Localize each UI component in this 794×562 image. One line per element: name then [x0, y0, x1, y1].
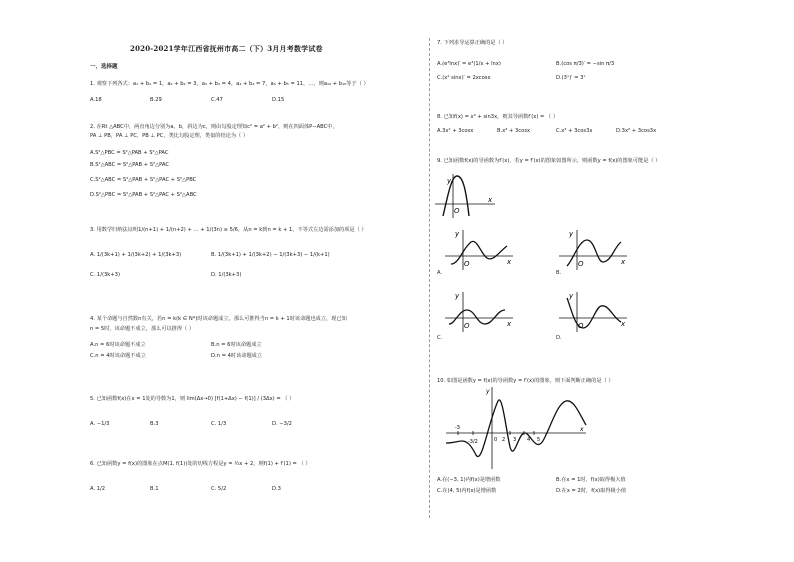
tick-label-neg3-2: -3/2: [468, 439, 478, 445]
y-axis-label: y: [569, 230, 574, 238]
column-divider: [429, 38, 430, 518]
q4-option-a: A.n = 6时该命题不成立: [90, 342, 146, 348]
origin-label: 0: [494, 437, 498, 443]
q2-option-a: A.S²△PBC = S²△PAB + S²△PAC: [90, 150, 169, 156]
question-4-line-2: n = 5时，该命题不成立，那么可以推得（ ）: [90, 326, 195, 332]
q9-option-b-label: B.: [556, 270, 562, 276]
q6-option-d: D.3: [272, 486, 281, 492]
q9-option-c-graph: [443, 288, 518, 333]
question-1: 1. 观察下列各式：a₁ + b₁ = 1，a₂ + b₂ = 3，a₃ + b₃ = 4，a₄ + b₄ = 7，a₅ + b₅ = 11，…，则a₁₀ + b₁₀等于（ ）: [90, 81, 369, 87]
q7-option-c: C.(x² sinx)′ = 2xcosx: [437, 75, 491, 81]
q1-option-c: C.47: [211, 97, 223, 103]
page-title: 2020-2021学年江西省抚州市高二（下）3月月考数学试卷: [130, 44, 323, 53]
q7-option-a: A.(e³lnx)′ = e³(1/x + lnx): [437, 61, 501, 67]
x-axis-label: x: [621, 258, 626, 266]
q3-option-a: A. 1/(3k+1) + 1/(3k+2) + 1/(3k+3): [90, 252, 182, 258]
question-9: 9. 已知函数f(x)的导函数为f′(x)，若y = f′(x)的图象如图所示，则函数y = f(x)的图象可能是（ ）: [437, 158, 661, 164]
derivative-curve: [446, 400, 586, 457]
question-5: 5. 已知函数f(x)在x = 1处的导数为1，则 lim(Δx→0) [f(1+Δx) − f(1)] / (3Δx) = （ ）: [90, 396, 295, 402]
q1-option-a: A.18: [90, 97, 102, 103]
q8-option-b: B.x³ + 3cosx: [497, 128, 531, 134]
x-axis-label: x: [621, 320, 626, 328]
q4-option-c: C.n = 4时该命题不成立: [90, 353, 146, 359]
q9-option-d-label: D.: [556, 335, 562, 341]
question-2-line-2: PA ⊥ PB，PA ⊥ PC，PB ⊥ PC，类比勾股定理，类似的结论为（ ）: [90, 133, 249, 139]
q6-option-a: A. 1/2: [90, 486, 106, 492]
x-axis-label: x: [580, 426, 584, 433]
origin-label: O: [464, 260, 470, 268]
q4-option-b: B.n = 6时该命题成立: [211, 342, 262, 348]
q9-option-a-label: A.: [437, 270, 443, 276]
q5-option-b: B.3: [150, 421, 159, 427]
q7-option-d: D.(3ˣ)′ = 3ˣ: [556, 75, 586, 81]
y-axis-label: y: [447, 177, 452, 185]
q5-option-c: C. 1/3: [211, 421, 227, 427]
y-axis-label: y: [455, 230, 460, 238]
q9-derivative-graph: [433, 170, 503, 220]
question-3: 3. 用数学归纳法证明1/(n+1) + 1/(n+2) + … + 1/(3n) ≥ 5/6，从n = k到n = k + 1，不等式左边需添加的项是（ ）: [90, 227, 367, 233]
q9-option-d-graph: [557, 288, 632, 333]
section-heading: 一、选择题: [90, 64, 118, 70]
q3-option-c: C. 1/(3k+3): [90, 272, 120, 278]
q1-option-b: B.29: [150, 97, 162, 103]
tick-label-3: 3: [513, 437, 517, 443]
q9-option-b-graph: [557, 226, 632, 271]
q8-option-c: C.x³ + 3cos3x: [556, 128, 593, 134]
x-axis-label: x: [488, 196, 493, 204]
tick-label-neg3: -3: [455, 425, 460, 431]
q6-option-b: B.1: [150, 486, 159, 492]
q9-option-c-label: C.: [437, 335, 443, 341]
q8-option-d: D.3x² + 3cos3x: [616, 128, 657, 134]
q10-derivative-graph: [440, 385, 590, 470]
q5-option-a: A. −1/3: [90, 421, 110, 427]
tick-label-5: 5: [537, 437, 541, 443]
curve: [567, 298, 621, 328]
q10-option-b: B.在x = 1时，f(x)取得极大值: [556, 477, 626, 483]
tick-label-4: 4: [527, 437, 531, 443]
origin-label: O: [464, 322, 470, 330]
question-10: 10. 如图是函数y = f(x)的导函数y = f′(x)的图象，则下面判断正确的是（ ）: [437, 378, 614, 384]
x-axis-label: x: [507, 258, 512, 266]
q2-option-b: B.S²△ABC = S²△PAB + S²△PAC: [90, 162, 169, 168]
tick-label-2: 2: [502, 437, 506, 443]
q8-option-a: A.3x² + 3cosx: [437, 128, 474, 134]
curve: [451, 241, 507, 264]
question-8: 8. 已知f(x) = x³ + sin3x，则其导函数f′(x) = （ ）: [437, 114, 559, 120]
q5-option-d: D. −3/2: [272, 421, 292, 427]
y-axis-label: y: [569, 292, 574, 300]
question-4-line-1: 4. 某个命题与自然数n有关，若n = k(k ∈ N*)时该命题成立，那么可推得当n = k + 1时该命题也成立，现已知: [90, 316, 347, 322]
y-axis-label: y: [455, 292, 460, 300]
q1-option-d: D.15: [272, 97, 285, 103]
origin-label: O: [578, 260, 584, 268]
q6-option-c: C. 5/2: [211, 486, 227, 492]
origin-label: O: [578, 322, 584, 330]
y-axis-label: y: [486, 388, 490, 395]
q7-option-b: B.(cos π/3)′ = −sin π/3: [556, 61, 615, 67]
q10-option-d: D.在x = 2时，f(x)取得极小值: [556, 488, 627, 494]
q9-option-a-graph: [443, 226, 518, 271]
question-7: 7. 下列求导运算正确的是（ ）: [437, 40, 508, 46]
curve: [567, 240, 621, 266]
q2-option-c: C.S²△ABC = S²△PAB + S²△PAC + S²△PBC: [90, 177, 197, 183]
curve: [449, 310, 505, 324]
q10-option-a: A.在(−3, 1)内f(x)是增函数: [437, 477, 501, 483]
q3-option-d: D. 1/(3k+3): [211, 272, 242, 278]
q3-option-b: B. 1/(3k+1) + 1/(3k+2) − 1/(3k+3) − 1/(k+1): [211, 252, 330, 258]
question-2-line-1: 2. 在Rt △ABC中，两直角边分别为a，b，斜边为c，则由勾股定理知c² = a² + b²，则在四面体P−ABC中，: [90, 124, 338, 130]
question-6: 6. 已知函数y = f(x)的图象在点M(1, f(1))处的切线方程是y = ½x + 2，则f(1) + f′(1) = （ ）: [90, 461, 311, 467]
origin-label: O: [454, 207, 460, 215]
x-axis-label: x: [507, 320, 512, 328]
q10-option-c: C.在(4, 5)内f(x)是增函数: [437, 488, 497, 494]
q4-option-d: D.n = 4时该命题成立: [211, 353, 263, 359]
q2-option-d: D.S²△PBC = S²△PAB + S²△PAC + S²△ABC: [90, 192, 197, 198]
